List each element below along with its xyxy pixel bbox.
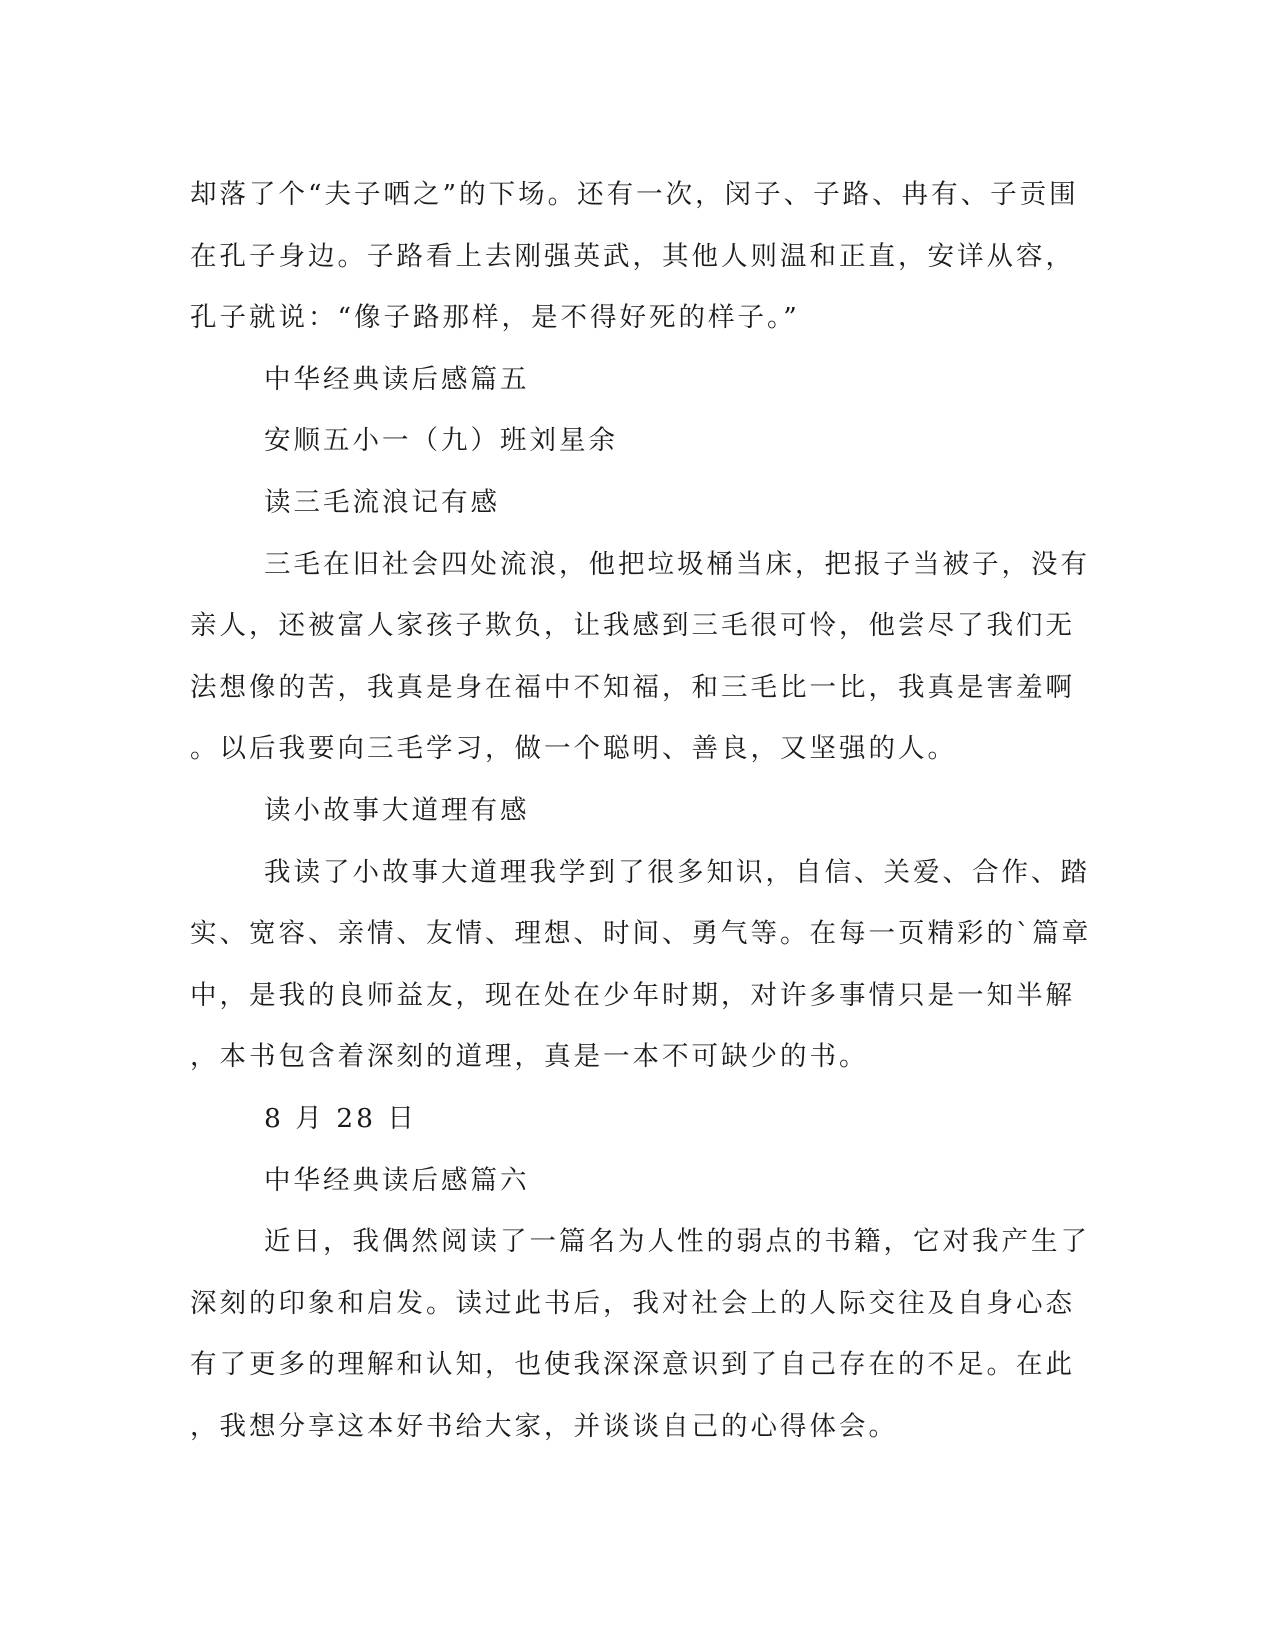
text-line: 。以后我要向三毛学习，做一个聪明、善良，又坚强的人。 (190, 733, 957, 765)
text-line: 有了更多的理解和认知，也使我深深意识到了自己存在的不足。在此 (190, 1349, 1075, 1381)
text-line: 中，是我的良师益友，现在处在少年时期，对许多事情只是一知半解 (190, 979, 1075, 1011)
text-line: 法想像的苦，我真是身在福中不知福，和三毛比一比，我真是害羞啊 (190, 671, 1075, 703)
section-heading: 中华经典读后感篇五 (264, 363, 530, 395)
text-line: ，本书包含着深刻的道理，真是一本不可缺少的书。 (190, 1041, 869, 1073)
subheading: 读小故事大道理有感 (264, 794, 530, 826)
date-line: 8 月 28 日 (264, 1102, 417, 1134)
document-body (190, 164, 1090, 1457)
text-line: 实、宽容、亲情、友情、理想、时间、勇气等。在每一页精彩的`篇章 (190, 918, 1092, 950)
text-line: 孔子就说：“像子路那样，是不得好死的样子。” (190, 302, 800, 334)
subheading: 读三毛流浪记有感 (264, 486, 500, 518)
text-line: 深刻的印象和启发。读过此书后，我对社会上的人际交往及自身心态 (190, 1287, 1075, 1319)
text-line: 近日，我偶然阅读了一篇名为人性的弱点的书籍，它对我产生了 (264, 1226, 1090, 1258)
author-line: 安顺五小一（九）班刘星余 (264, 425, 618, 457)
text-line: 在孔子身边。子路看上去刚强英武，其他人则温和正直，安详从容， (190, 240, 1075, 272)
text-line: 三毛在旧社会四处流浪，他把垃圾桶当床，把报子当被子，没有 (264, 548, 1090, 580)
text-line: ，我想分享这本好书给大家，并谈谈自己的心得体会。 (190, 1410, 898, 1442)
text-line: 却落了个“夫子哂之”的下场。还有一次，闵子、子路、冉有、子贡围 (190, 179, 1079, 210)
text-line: 我读了小故事大道理我学到了很多知识，自信、关爱、合作、踏 (264, 856, 1090, 888)
text-line: 亲人，还被富人家孩子欺负，让我感到三毛很可怜，他尝尽了我们无 (190, 610, 1075, 642)
section-heading: 中华经典读后感篇六 (264, 1164, 530, 1196)
